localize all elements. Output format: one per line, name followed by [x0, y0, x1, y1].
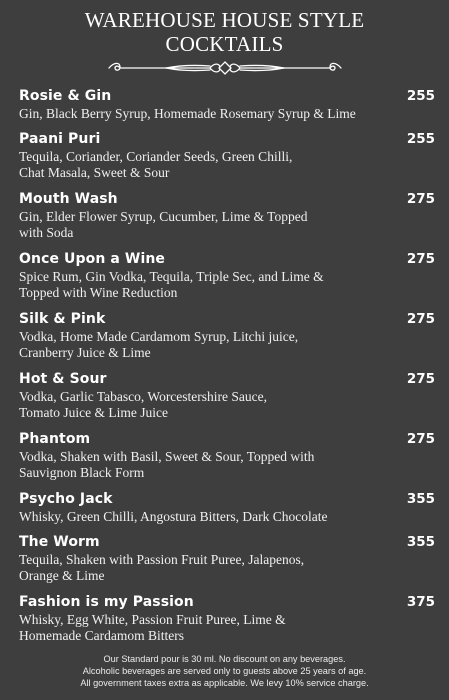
menu-item-description: Vodka, Garlic Tabasco, Worcestershire Sauce, Tomato Juice & Lime Juice: [19, 389, 268, 420]
menu-item-price: 255: [406, 131, 435, 147]
menu-item-description: Whisky, Green Chilli, Angostura Bitters, Dark Chocolate: [19, 509, 328, 524]
flourish-divider-icon: [106, 60, 344, 76]
menu-item-name: The Worm: [19, 534, 100, 550]
menu-item: [19, 431, 435, 481]
footer-line-2: Alcoholic beverages are served only to guests above 25 years of age.: [82, 666, 367, 676]
menu-item-name: Rosie & Gin: [19, 88, 112, 104]
menu-item-description: Spice Rum, Gin Vodka, Tequila, Triple Sec, and Lime & Topped with Wine Reduction: [19, 269, 324, 300]
menu-item-price: 355: [406, 491, 435, 507]
menu-item: [19, 534, 435, 584]
menu-item-price: 375: [406, 594, 435, 610]
menu-item-description: Whisky, Egg White, Passion Fruit Puree, Lime & Homemade Cardamom Bitters: [19, 612, 286, 643]
menu-item-description: Gin, Black Berry Syrup, Homemade Rosemary Syrup & Lime: [19, 106, 356, 121]
menu-item-price: 275: [406, 371, 435, 387]
menu-item-name: Silk & Pink: [19, 311, 106, 327]
menu-item-price: 275: [406, 431, 435, 447]
menu-item-description: Vodka, Shaken with Basil, Sweet & Sour, Topped with Sauvignon Black Form: [19, 449, 315, 480]
footer-line-3: All government taxes extra as applicable. We levy 10% service charge.: [80, 678, 369, 688]
footer-line-1: Our Standard pour is 30 ml. No discount on any beverages.: [103, 654, 346, 664]
menu-title-line-2: COCKTAILS: [165, 32, 284, 56]
menu-item-name: Mouth Wash: [19, 191, 118, 207]
menu-item: [19, 88, 435, 122]
menu-item-price: 255: [406, 88, 435, 104]
menu-item-name: Fashion is my Passion: [19, 594, 194, 610]
menu-item: [19, 191, 435, 241]
menu-item: [19, 311, 435, 361]
menu-item-price: 275: [406, 251, 435, 267]
menu-item-name: Phantom: [19, 431, 91, 447]
menu-item-price: 355: [406, 534, 435, 550]
menu-item: [19, 594, 435, 644]
menu-item: [19, 131, 435, 181]
menu-item-name: Psycho Jack: [19, 491, 113, 507]
menu-item-description: Gin, Elder Flower Syrup, Cucumber, Lime & Topped with Soda: [19, 209, 308, 240]
menu-item-description: Vodka, Home Made Cardamom Syrup, Litchi juice, Cranberry Juice & Lime: [19, 329, 299, 360]
menu-title-line-1: WAREHOUSE HOUSE STYLE: [84, 8, 365, 32]
menu-item-name: Hot & Sour: [19, 371, 107, 387]
menu-item-description: Tequila, Coriander, Coriander Seeds, Green Chilli, Chat Masala, Sweet & Sour: [19, 149, 293, 180]
menu-item-description: Tequila, Shaken with Passion Fruit Puree, Jalapenos, Orange & Lime: [19, 552, 305, 583]
menu-item: [19, 371, 435, 421]
menu-item-name: Paani Puri: [19, 131, 101, 147]
menu-item-price: 275: [406, 311, 435, 327]
menu-item: [19, 491, 435, 525]
menu-footer: [0, 653, 449, 689]
menu-item-name: Once Upon a Wine: [19, 251, 166, 267]
menu-item-price: 275: [406, 191, 435, 207]
menu-item: [19, 251, 435, 301]
menu-header: [0, 0, 449, 76]
